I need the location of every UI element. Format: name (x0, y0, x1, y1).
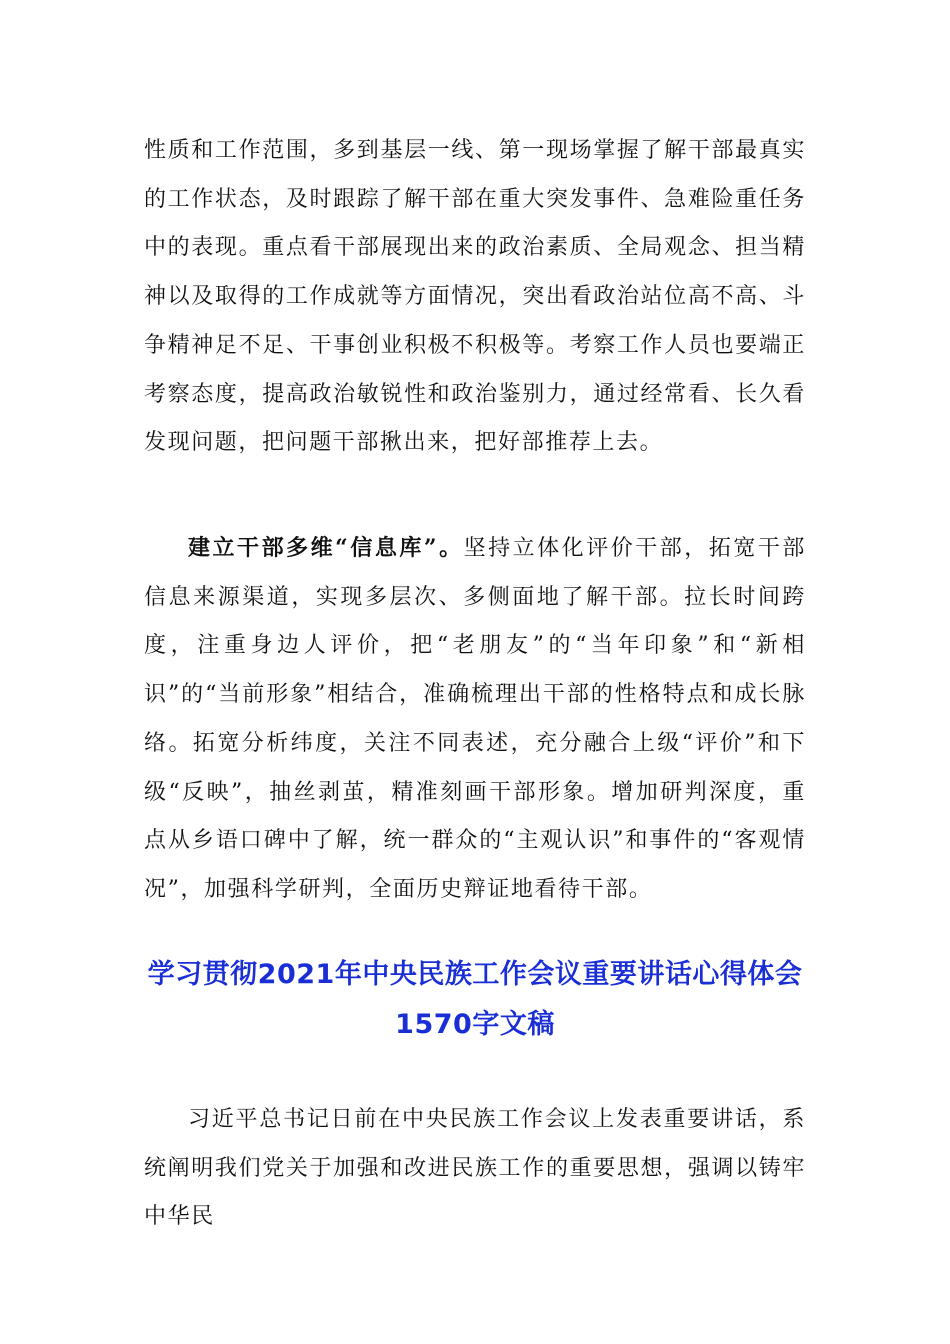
paragraph-lead-heading: 建立干部多维“信息库”。 (188, 535, 464, 561)
paragraph-body: 坚持立体化评价干部，拓宽干部信息来源渠道，实现多层次、多侧面地了解干部。拉长时间跨度，注重身边人评价，把“老朋友”的“当年印象”和“新相识”的“当前形象”相结合，准确梳理出干部的性格特点和成长脉络。拓宽分析纬度，关注不同表述，充分融合上级“评价”和下级“反映”，抽丝剥茧，精准刻画干部形象。增加研判深度，重点从乡语口碑中了解，统一群众的“主观认识”和事件的“客观情况”，加强科学研判，全面历史辩证地看待干部。 (144, 536, 806, 902)
paragraph-intro: 习近平总书记日前在中央民族工作会议上发表重要讲话，系统阐明我们党关于加强和改进民族工作的重要思想，强调以铸牢中华民 (144, 1107, 806, 1230)
paragraph-continuation: 性质和工作范围，多到基层一线、第一现场掌握了解干部最真实的工作状态，及时跟踪了解干部在重大突发事件、急难险重任务中的表现。重点看干部展现出来的政治素质、全局观念、担当精神以及取得的工作成就等方面情况，突出看政治站位高不高、斗争精神足不足、干事创业积极不积极等。考察工作人员也要端正考察态度，提高政治敏锐性和政治鉴别力，通过经常看、长久看发现问题，把问题干部揪出来，把好部推荐上去。 (144, 138, 806, 456)
paragraph-info-database (144, 524, 806, 915)
section-title: 学习贯彻2021年中央民族工作会议重要讲话心得体会1570字文稿 (147, 959, 803, 1040)
